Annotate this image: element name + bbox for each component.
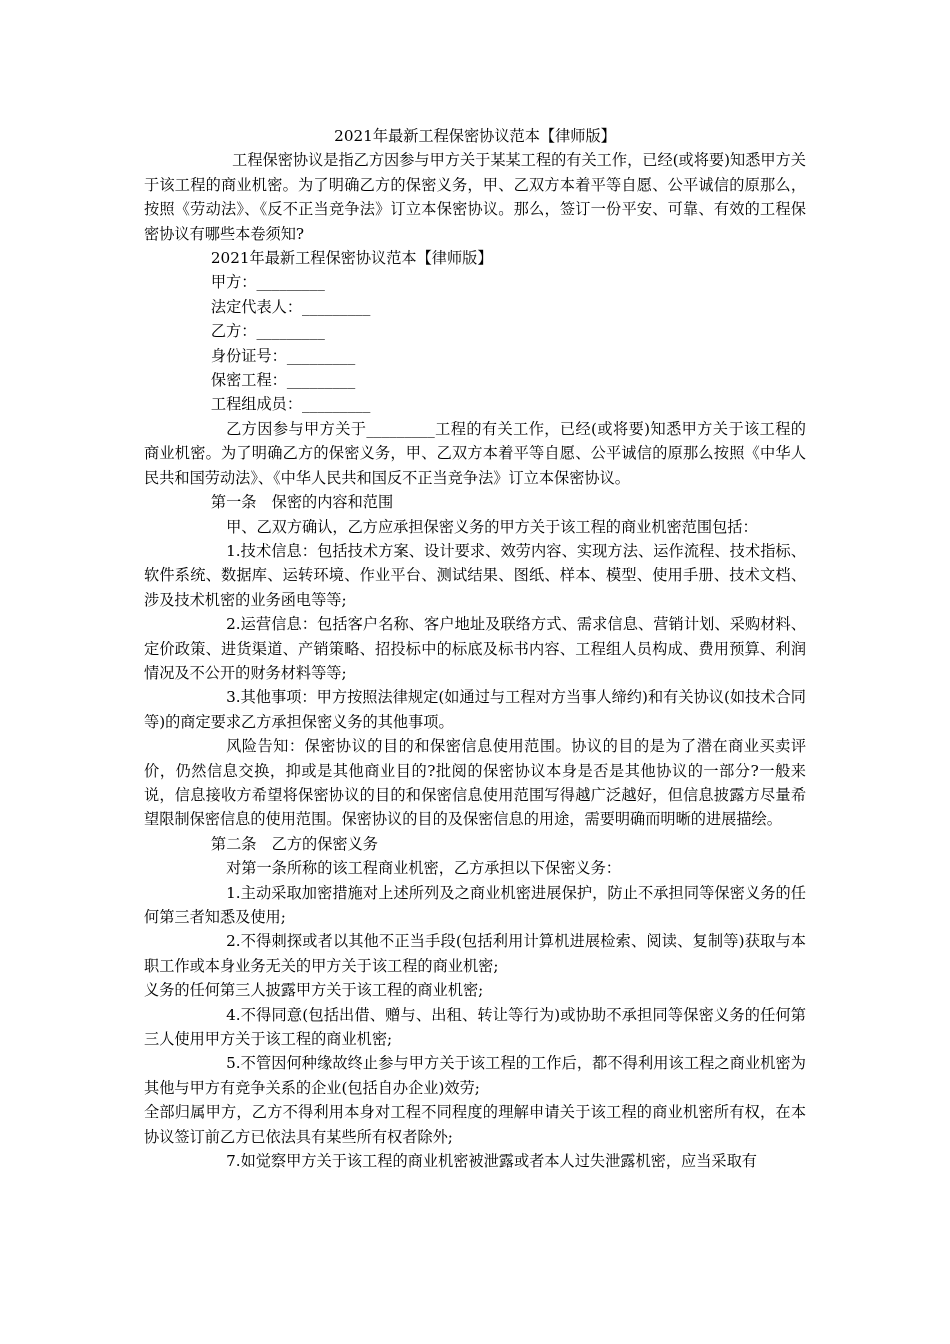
party-b-field: 乙方：_________	[210, 322, 325, 341]
members-field: 工程组成员：_________	[210, 395, 371, 414]
document-page	[144, 124, 806, 1173]
project-field: 保密工程：_________	[210, 371, 356, 390]
article-2-lead: 对第一条所称的该工程商业机密，乙方承担以下保密义务：	[226, 859, 621, 878]
preamble-paragraph: 乙方因参与甲方关于_________工程的有关工作，已经(或将要)知悉甲方关于该工程的商业机密。为了明确乙方的保密义务，甲、乙双方本着平等自愿、公平诚信的原那么按照《中华人民共和国劳动法》、《中华人民共和国反不正当竞争法》订立本保密协议。	[144, 419, 806, 487]
article-2-item-1: 1.主动采取加密措施对上述所列及之商业机密进展保护，防止不承担同等保密义务的任何第三者知悉及使用;	[144, 883, 806, 926]
article-2-item-7: 7.如觉察甲方关于该工程的商业机密被泄露或者本人过失泄露机密，应当采取有	[226, 1152, 757, 1171]
article-2-title: 第二条 乙方的保密义务	[210, 834, 378, 853]
article-2-item-4: 4.不得同意(包括出借、赠与、出租、转让等行为)或协助不承担同等保密义务的任何第三人使用甲方关于该工程的商业机密;	[144, 1005, 806, 1049]
article-1-title: 第一条 保密的内容和范围	[210, 493, 394, 512]
article-1-item-1: 1.技术信息：包括技术方案、设计要求、效劳内容、实现方法、运作流程、技术指标、软件系统、数据库、运转环境、作业平台、测试结果、图纸、样本、模型、使用手册、技术文档、涉及技术机密的业务函电等等;	[144, 541, 806, 609]
document-subtitle: 2021年最新工程保密协议范本【律师版】	[210, 249, 493, 268]
article-1-item-3: 3.其他事项：甲方按照法律规定(如通过与工程对方当事人缔约)和有关协议(如技术合同等)的商定要求乙方承担保密义务的其他事项。	[144, 688, 806, 731]
article-2-item-2: 2.不得刺探或者以其他不正当手段(包括利用计算机进展检索、阅读、复制等)获取与本职工作或本身业务无关的甲方关于该工程的商业机密;	[144, 932, 806, 975]
article-2-item-5: 5.不管因何种缘故终止参与甲方关于该工程的工作后，都不得利用该工程之商业机密为其他与甲方有竞争关系的企业(包括自办企业)效劳;	[144, 1054, 806, 1097]
id-number-field: 身份证号：_________	[210, 346, 356, 365]
article-2-fragment-2: 全部归属甲方，乙方不得利用本身对工程不同程度的理解申请关于该工程的商业机密所有权，在本协议签订前乙方已依法具有某些所有权者除外;	[144, 1103, 806, 1146]
party-a-field: 甲方：_________	[210, 273, 325, 292]
document-title: 2021年最新工程保密协议范本【律师版】	[334, 127, 616, 145]
article-1-item-2: 2.运营信息：包括客户名称、客户地址及联络方式、需求信息、营销计划、采购材料、定价政策、进货渠道、产销策略、招投标中的标底及标书内容、工程组人员构成、费用预算、利润情况及不公开的财务材料等等;	[144, 615, 806, 682]
article-2-fragment-1: 义务的任何第三人披露甲方关于该工程的商业机密;	[144, 981, 484, 1000]
intro-paragraph: 工程保密协议是指乙方因参与甲方关于某某工程的有关工作，已经(或将要)知悉甲方关于该工程的商业机密。为了明确乙方的保密义务，甲、乙双方本着平等自愿、公平诚信的原那么，按照《劳动法》、《反不正当竞争法》订立本保密协议。那么，签订一份平安、可靠、有效的工程保密协议有哪些本卷须知?	[144, 151, 806, 243]
legal-rep-field: 法定代表人：_________	[210, 297, 371, 316]
risk-notice: 风险告知：保密协议的目的和保密信息使用范围。协议的目的是为了潜在商业买卖评价，仍然信息交换，抑或是其他商业目的?批阅的保密协议本身是否是其他协议的一部分?一般来说，信息接收方希望将保密协议的目的和保密信息使用范围写得越广泛越好，但信息披露方尽量希望限制保密信息的使用范围。保密协议的目的及保密信息的用途，需要明确而明晰的进展描绘。	[144, 737, 806, 829]
article-1-lead: 甲、乙双方确认，乙方应承担保密义务的甲方关于该工程的商业机密范围包括：	[226, 517, 758, 536]
